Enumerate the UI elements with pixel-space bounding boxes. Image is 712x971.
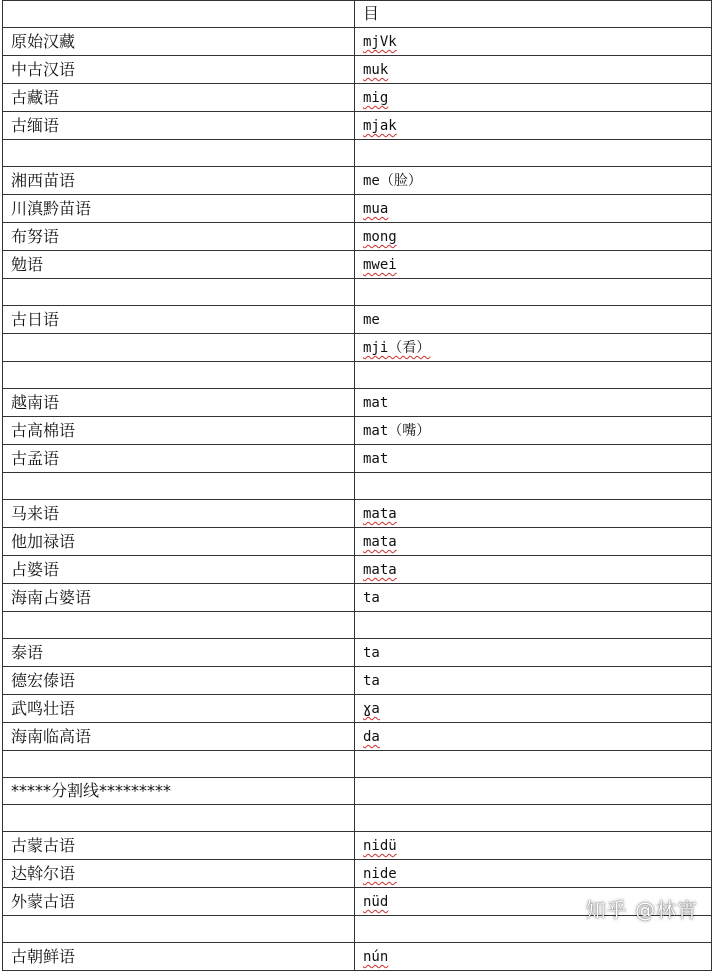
table-row <box>3 860 712 888</box>
word-form-text: mwei <box>362 257 397 273</box>
table-row <box>3 389 712 417</box>
language-name-cell: 湘西苗语 <box>3 167 355 195</box>
word-form-cell <box>354 362 711 389</box>
word-form-cell <box>354 860 711 888</box>
word-form-text: mua <box>362 201 389 217</box>
table-row <box>3 334 712 362</box>
word-form-text: nide <box>362 866 397 882</box>
word-form-cell <box>354 445 711 473</box>
word-form-text: mji（看） <box>362 340 431 356</box>
word-form-text: mong <box>362 229 397 245</box>
word-form-cell <box>354 584 711 612</box>
table-row <box>3 223 712 251</box>
word-form-cell <box>354 140 711 167</box>
word-form-text: nún <box>362 949 389 965</box>
language-name-cell: 外蒙古语 <box>3 888 355 916</box>
table-row <box>3 251 712 279</box>
word-form-text: ta <box>362 645 380 661</box>
language-name-cell: 德宏傣语 <box>3 667 355 695</box>
table-row <box>3 306 712 334</box>
language-name-cell <box>3 751 355 778</box>
word-form-cell <box>354 389 711 417</box>
table-row <box>3 28 712 56</box>
word-form-cell <box>354 279 711 306</box>
language-name-cell: 古朝鲜语 <box>3 943 355 971</box>
word-form-cell <box>354 943 711 971</box>
word-form-cell <box>354 778 711 805</box>
language-name-cell: 古孟语 <box>3 445 355 473</box>
word-form-text: mat <box>362 451 389 467</box>
word-form-cell <box>354 223 711 251</box>
word-form-cell <box>354 695 711 723</box>
table-row <box>3 667 712 695</box>
language-name-cell: 达斡尔语 <box>3 860 355 888</box>
word-form-cell <box>354 500 711 528</box>
language-name-cell <box>3 362 355 389</box>
word-form-cell <box>354 56 711 84</box>
word-form-text: nidü <box>362 838 397 854</box>
language-name-cell: 川滇黔苗语 <box>3 195 355 223</box>
language-name-cell: 古缅语 <box>3 112 355 140</box>
word-form-cell <box>354 751 711 778</box>
word-form-cell <box>354 612 711 639</box>
table-row <box>3 943 712 971</box>
word-form-text: mata <box>362 562 397 578</box>
language-name-cell: 海南占婆语 <box>3 584 355 612</box>
word-form-text: ta <box>362 590 380 606</box>
table-row <box>3 195 712 223</box>
word-form-cell <box>354 528 711 556</box>
language-name-cell: *****分割线********* <box>3 778 355 805</box>
table-body <box>3 1 712 971</box>
header-word-cell: 目 <box>354 1 711 28</box>
table-row <box>3 695 712 723</box>
language-name-cell: 古蒙古语 <box>3 832 355 860</box>
word-form-cell <box>354 832 711 860</box>
language-name-cell: 布努语 <box>3 223 355 251</box>
word-form-cell <box>354 84 711 112</box>
word-form-cell <box>354 473 711 500</box>
language-name-cell: 越南语 <box>3 389 355 417</box>
zhihu-watermark: 知乎 @林宵 <box>585 898 698 922</box>
word-form-cell <box>354 28 711 56</box>
word-form-text: da <box>362 729 380 745</box>
table-row <box>3 612 712 639</box>
table-row <box>3 639 712 667</box>
language-name-cell: 中古汉语 <box>3 56 355 84</box>
table-row <box>3 751 712 778</box>
word-form-cell <box>354 112 711 140</box>
language-name-cell: 海南临高语 <box>3 723 355 751</box>
table-row <box>3 167 712 195</box>
language-name-cell: 占婆语 <box>3 556 355 584</box>
language-name-cell: 他加禄语 <box>3 528 355 556</box>
header-language-cell <box>3 1 355 28</box>
word-form-cell <box>354 417 711 445</box>
table-row <box>3 528 712 556</box>
word-form-cell <box>354 195 711 223</box>
table-row <box>3 473 712 500</box>
language-name-cell: 原始汉藏 <box>3 28 355 56</box>
word-form-text: mjVk <box>362 34 397 50</box>
word-form-cell <box>354 306 711 334</box>
word-form-text: mig <box>362 90 389 106</box>
language-name-cell <box>3 334 355 362</box>
word-form-cell <box>354 556 711 584</box>
table-row <box>3 140 712 167</box>
word-form-cell <box>354 251 711 279</box>
word-form-text: mjak <box>362 118 397 134</box>
word-form-cell <box>354 667 711 695</box>
table-row <box>3 805 712 832</box>
word-form-cell <box>354 805 711 832</box>
word-form-text: mata <box>362 506 397 522</box>
table-row <box>3 56 712 84</box>
word-form-text: mat <box>362 395 389 411</box>
word-form-text: nüd <box>362 894 389 910</box>
table-row <box>3 778 712 805</box>
table-row <box>3 279 712 306</box>
word-form-cell <box>354 723 711 751</box>
word-form-cell <box>354 334 711 362</box>
table-header-row <box>3 1 712 28</box>
word-form-cell <box>354 167 711 195</box>
word-form-text: ta <box>362 673 380 689</box>
language-name-cell: 武鸣壮语 <box>3 695 355 723</box>
table-row <box>3 723 712 751</box>
table-row <box>3 417 712 445</box>
language-name-cell <box>3 279 355 306</box>
table-row <box>3 84 712 112</box>
word-form-text: me <box>362 312 380 328</box>
language-name-cell: 古日语 <box>3 306 355 334</box>
language-name-cell <box>3 916 355 943</box>
language-name-cell: 马来语 <box>3 500 355 528</box>
table-row <box>3 112 712 140</box>
language-name-cell <box>3 473 355 500</box>
language-name-cell: 泰语 <box>3 639 355 667</box>
word-form-text: mat（嘴） <box>362 423 431 439</box>
table-row <box>3 362 712 389</box>
word-form-cell <box>354 639 711 667</box>
word-form-text: ɣa <box>362 701 380 717</box>
table-row <box>3 556 712 584</box>
word-form-text: me（脸） <box>362 173 422 189</box>
table-row <box>3 584 712 612</box>
language-name-cell: 勉语 <box>3 251 355 279</box>
word-form-text: muk <box>362 62 389 78</box>
language-name-cell: 古藏语 <box>3 84 355 112</box>
word-comparison-table <box>2 0 712 971</box>
table-row <box>3 832 712 860</box>
table-row <box>3 445 712 473</box>
table-row <box>3 500 712 528</box>
language-name-cell <box>3 140 355 167</box>
language-name-cell <box>3 612 355 639</box>
language-name-cell: 古高棉语 <box>3 417 355 445</box>
language-name-cell <box>3 805 355 832</box>
word-form-text: mata <box>362 534 397 550</box>
